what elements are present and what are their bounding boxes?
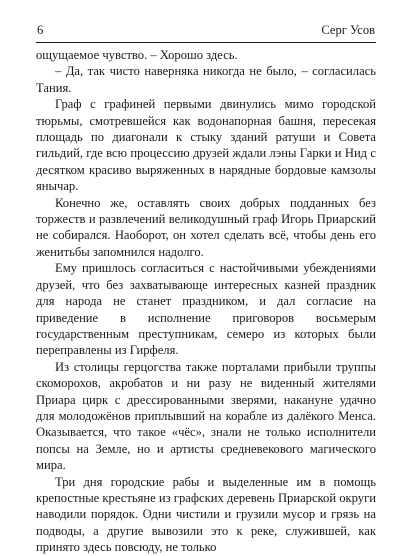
author-name: Серг Усов — [321, 23, 375, 37]
paragraph-7: Три дня городские рабы и выделенные им в помощь крепостные крестьяне из графских деревень Приарской округи наводили порядок. Одни чистили и грузили мусор и грязь на подводы, а другие вывозили это к реке, служившей, как принято здесь повсюду, не только — [36, 474, 376, 555]
paragraph-4: Конечно же, оставлять своих добрых подданных без торжеств и развлечений великодушный граф Игорь Приарский не собирался. Наоборот, он хотел сделать всё, чтобы день его женитьбы запомнился надолго. — [36, 195, 376, 259]
body-text — [36, 47, 376, 556]
paragraph-6: Из столицы герцогства также порталами прибыли труппы скоморохов, акробатов и ни разу не виденный жителями Приара цирк с дрессированными зверями, накануне удачно для молодожёнов приплывший на корабле из далёкого Менса. Оказывается, что такое «чёс», знали не только исполнители попсы на Земле, но и артисты средневекового магического мира. — [36, 359, 376, 473]
book-page — [36, 22, 376, 556]
paragraph-3: Граф с графиней первыми двинулись мимо городской тюрьмы, смотревшейся как водонапорная башня, пересекая площадь по диагонали к стыку зданий ратуши и Совета гильдий, где всю процессию друзей ждали лэны Гарки и Нид с десятком красиво выряженных в нарядные бордовые камзолы янычар. — [36, 97, 376, 194]
paragraph-2: – Да, так чисто наверняка никогда не было, – согласилась Тания. — [36, 64, 376, 95]
running-header — [36, 22, 376, 43]
page-number: 6 — [37, 23, 44, 37]
paragraph-1: ощущаемое чувство. – Хорошо здесь. — [36, 48, 238, 62]
paragraph-5: Ему пришлось согласиться с настойчивыми убеждениями друзей, что без захватывающе интересных казней праздник для народа не станет праздником, и дал согласие на приведение в исполнение приговоров восьмерым государственным преступникам, семеро из которых были переправлены из Гирфеля. — [36, 261, 376, 358]
